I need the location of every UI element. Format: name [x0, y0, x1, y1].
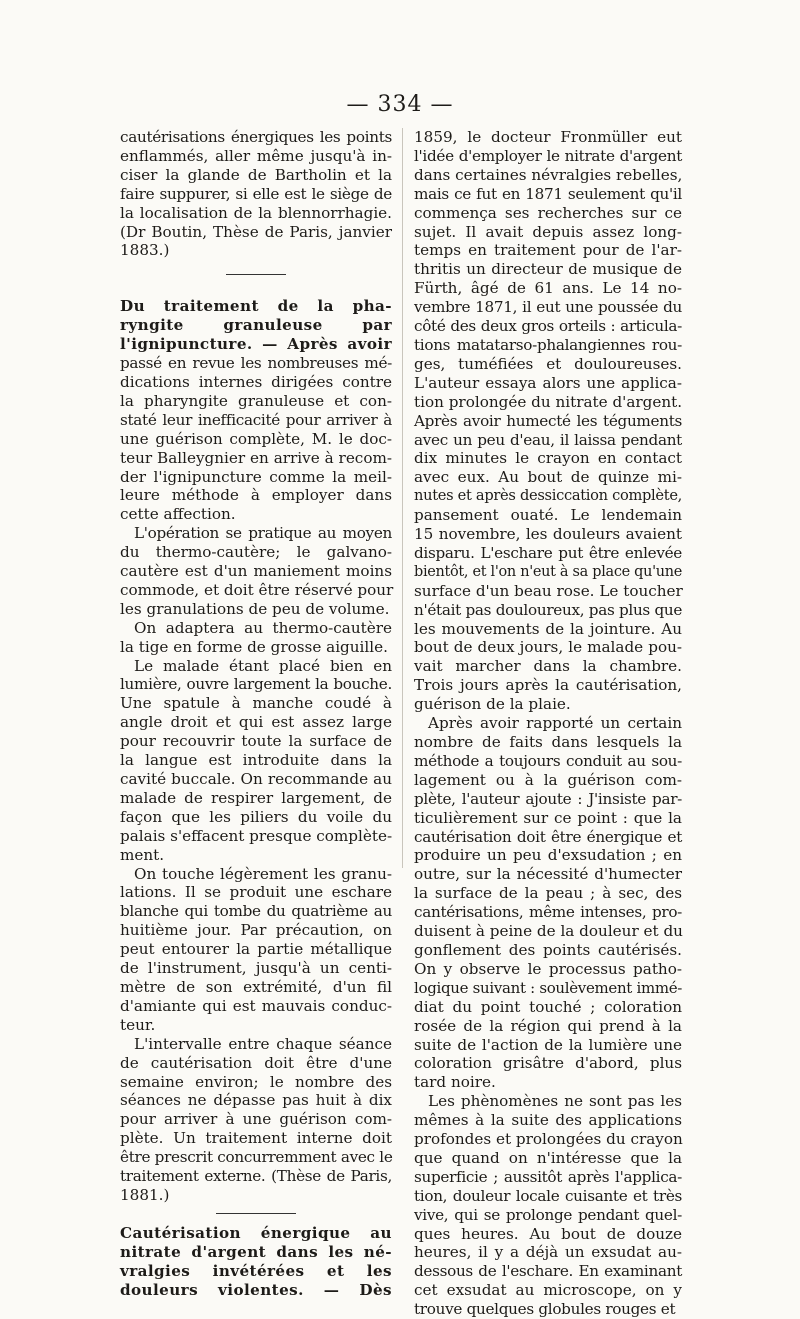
text-line: faire suppurer, si elle est le siège de — [120, 184, 392, 203]
text-line: Après avoir rapporté un certain — [428, 714, 682, 733]
right-column — [414, 128, 682, 1319]
text-line: ciser la glande de Bartholin et la — [120, 165, 392, 184]
text-line: 1881.) — [120, 1185, 170, 1204]
text-line: On adaptera au thermo-cautère — [134, 618, 392, 637]
text-line: avec eux. Au bout de quinze mi- — [414, 468, 682, 487]
text-line: lagement ou à la guérison com- — [414, 770, 682, 789]
text-line: cet exsudat au microscope, on y — [414, 1281, 682, 1300]
text-line: sujet. Il avait depuis assez long- — [414, 222, 682, 241]
text-line: enflammés, aller même jusqu'à in- — [120, 146, 392, 165]
text-line: d'amiante qui est mauvais conduc- — [120, 996, 392, 1015]
text-line: les granulations de peu de volume. — [120, 599, 390, 618]
text-line: gonflement des points cautérisés. — [414, 940, 682, 959]
text-line: de l'instrument, jusqu'à un centi- — [120, 959, 392, 978]
section-divider — [226, 274, 286, 275]
text-line: la localisation de la blennorrhagie. — [120, 203, 392, 222]
text-line: ques heures. Au bout de douze — [414, 1224, 682, 1243]
text-line: 1859, le docteur Fronmüller eut — [414, 128, 682, 146]
text-line: Après avoir humecté les téguments — [414, 411, 682, 430]
text-line: On touche légèrement les granu- — [134, 864, 392, 883]
text-line: passé en revue les nombreuses mé- — [120, 354, 392, 373]
text-line: blanche qui tombe du quatrième au — [120, 902, 392, 921]
text-line: de cautérisation doit être d'une — [120, 1053, 392, 1072]
text-line: guérison de la plaie. — [414, 695, 571, 714]
text-line: der l'ignipuncture comme la meil- — [120, 467, 392, 486]
text-line: semaine environ; le nombre des — [120, 1072, 392, 1091]
text-line: dix minutes le crayon en contact — [414, 449, 682, 468]
text-line: l'idée d'employer le nitrate d'argent — [414, 146, 682, 165]
title-line: vralgies invétérées et les — [120, 1261, 392, 1280]
text-line: outre, sur la nécessité d'humecter — [414, 865, 682, 884]
text-line: cautère est d'un maniement moins — [120, 562, 392, 581]
paragraph — [414, 1092, 682, 1319]
paragraph — [120, 865, 392, 1035]
text-line: teur. — [120, 1015, 156, 1034]
text-line: vembre 1871, il eut une poussée du — [414, 298, 682, 317]
paragraph — [414, 714, 682, 1092]
text-line: plète. Un traitement interne doit — [120, 1129, 392, 1148]
text-line: vive, qui se prolonge pendant quel- — [414, 1205, 682, 1224]
text-line: cantérisations, même intenses, pro- — [414, 903, 682, 922]
text-line: staté leur inefficacité pour arriver à — [120, 410, 392, 429]
text-line: produire un peu d'exsudation ; en — [414, 846, 682, 865]
text-line: tion, douleur locale cuisante et très — [414, 1186, 682, 1205]
text-line: huitième jour. Par précaution, on — [120, 921, 392, 940]
page-number: — 334 — — [346, 92, 454, 117]
text-line: pour arriver à une guérison com- — [120, 1110, 392, 1129]
text-line: tion prolongée du nitrate d'argent. — [414, 392, 683, 411]
text-line: la tige en forme de grosse aiguille. — [120, 637, 388, 656]
paragraph — [120, 128, 392, 260]
text-line: séances ne dépasse pas huit à dix — [120, 1091, 392, 1110]
text-line: cavité buccale. On recommande au — [120, 770, 392, 788]
text-line: On y observe le processus patho- — [414, 959, 682, 978]
text-line: façon que les piliers du voile du — [120, 807, 392, 826]
paragraph — [120, 1035, 392, 1205]
text-line: logique suivant : soulèvement immé- — [414, 978, 683, 997]
title-line: l'ignipuncture. — Après avoir — [120, 335, 392, 354]
text-line: duisent à peine de la douleur et du — [414, 922, 683, 941]
text-line: méthode a toujours conduit au sou- — [414, 751, 682, 770]
text-line: disparu. L'eschare put être enlevée — [414, 543, 682, 562]
text-line: diat du point touché ; coloration — [414, 997, 682, 1016]
text-line: L'opération se pratique au moyen — [134, 524, 392, 543]
text-line: la langue est introduite dans la — [120, 751, 392, 770]
text-line: trouve quelques globules rouges et — [414, 1300, 676, 1319]
text-line: vait marcher dans la chambre. — [414, 657, 682, 676]
text-line: traitement externe. (Thèse de Paris, — [120, 1167, 392, 1186]
text-line: du thermo-cautère; le galvano- — [120, 543, 392, 562]
text-line: leure méthode à employer dans — [120, 486, 392, 505]
text-line: lumière, ouvre largement la bouche. — [120, 675, 392, 694]
text-line: commença ses recherches sur ce — [414, 203, 682, 222]
text-line: lations. Il se produit une eschare — [120, 883, 392, 902]
column-divider — [402, 128, 403, 868]
text-line: tions matatarso-phalangiennes rou- — [414, 335, 682, 354]
text-line: Les phènomènes ne sont pas les — [428, 1092, 682, 1111]
text-line: coloration grisâtre d'abord, plus — [414, 1054, 682, 1073]
text-line: commode, et doit être réservé pour — [120, 580, 394, 599]
paragraph — [120, 657, 392, 865]
paragraph — [120, 354, 392, 524]
left-column — [120, 128, 392, 1299]
title-line: Cautérisation énergique au — [120, 1223, 392, 1242]
text-line: Le malade étant placé bien en — [134, 656, 392, 675]
text-line: 1883.) — [120, 241, 170, 260]
text-line: surface d'un beau rose. Le toucher — [414, 581, 683, 600]
text-line: temps en traitement pour de l'ar- — [414, 241, 682, 260]
text-line: L'auteur essaya alors une applica- — [414, 373, 682, 392]
title-line: douleurs violentes. — Dès — [120, 1280, 392, 1299]
text-line: heures, il y a déjà un exsudat au- — [414, 1243, 682, 1262]
text-line: pour recouvrir toute la surface de — [120, 732, 392, 751]
text-line: mais ce fut en 1871 seulement qu'il — [414, 184, 682, 203]
text-line: une guérison complète, M. le doc- — [120, 429, 392, 448]
text-line: bout de deux jours, le malade pou- — [414, 638, 682, 657]
text-line: n'était pas douloureux, pas plus que — [414, 600, 683, 619]
text-line: palais s'effacent presque complète- — [120, 826, 393, 845]
text-line: cette affection. — [120, 505, 236, 524]
text-line: suite de l'action de la lumière une — [414, 1035, 682, 1054]
text-line: profondes et prolongées du crayon — [414, 1130, 683, 1149]
title-line: Du traitement de la pha- — [120, 297, 392, 316]
text-line: tard noire. — [414, 1073, 496, 1092]
text-line: plète, l'auteur ajoute : J'insiste par- — [414, 789, 682, 808]
text-line: être prescrit concurremment avec le — [120, 1148, 393, 1167]
text-line: angle droit et qui est assez large — [120, 713, 392, 732]
paragraph — [414, 128, 682, 714]
text-line: malade de respirer largement, de — [120, 788, 392, 807]
text-line: la pharyngite granuleuse et con- — [120, 391, 392, 410]
text-line: ticulièrement sur ce point : que la — [414, 808, 682, 827]
text-line: thritis un directeur de musique de — [414, 260, 682, 279]
text-line: cautérisation doit être énergique et — [414, 827, 682, 846]
text-line: nombre de faits dans lesquels la — [414, 733, 682, 751]
text-line: mètre de son extrémité, d'un fil — [120, 977, 392, 996]
paragraph — [120, 619, 392, 657]
text-line: teur Balleygnier en arrive à recom- — [120, 448, 392, 467]
text-line: mêmes à la suite des applications — [414, 1111, 682, 1130]
text-line: dans certaines névralgies rebelles, — [414, 165, 683, 184]
title-line: ryngite granuleuse par — [120, 316, 392, 335]
text-line: peut entourer la partie métallique — [120, 940, 392, 959]
text-line: cautérisations énergiques les points — [120, 128, 392, 146]
text-line: superficie ; aussitôt après l'applica- — [414, 1167, 682, 1186]
text-line: les mouvements de la jointure. Au — [414, 619, 682, 638]
article-title — [120, 297, 392, 354]
text-line: nutes et après dessiccation complète, — [414, 487, 682, 505]
text-line: avec un peu d'eau, il laissa pendant — [414, 430, 682, 449]
title-line: nitrate d'argent dans les né- — [120, 1242, 392, 1261]
text-line: bientôt, et l'on n'eut à sa place qu'une — [414, 563, 682, 580]
text-line: Fürth, âgé de 61 ans. Le 14 no- — [414, 279, 682, 298]
text-line: ges, tuméfiées et douloureuses. — [414, 354, 682, 373]
text-line: dessous de l'eschare. En examinant — [414, 1262, 682, 1281]
text-line: côté des deux gros orteils : articula- — [414, 317, 682, 336]
text-line: Une spatule à manche coudé à — [120, 694, 392, 713]
text-line: rosée de la région qui prend à la — [414, 1016, 682, 1035]
text-line: Trois jours après la cautérisation, — [414, 676, 682, 695]
text-line: pansement ouaté. Le lendemain — [414, 506, 682, 525]
text-line: 15 novembre, les douleurs avaient — [414, 525, 682, 544]
text-line: que quand on n'intéresse que la — [414, 1148, 682, 1167]
section-divider — [216, 1213, 296, 1214]
paragraph — [120, 524, 392, 619]
text-line: la surface de la peau ; à sec, des — [414, 884, 682, 903]
text-line: L'intervalle entre chaque séance — [134, 1034, 392, 1053]
text-line: ment. — [120, 845, 165, 864]
text-line: (Dr Boutin, Thèse de Paris, janvier — [120, 222, 392, 241]
text-line: dications internes dirigées contre — [120, 372, 392, 391]
